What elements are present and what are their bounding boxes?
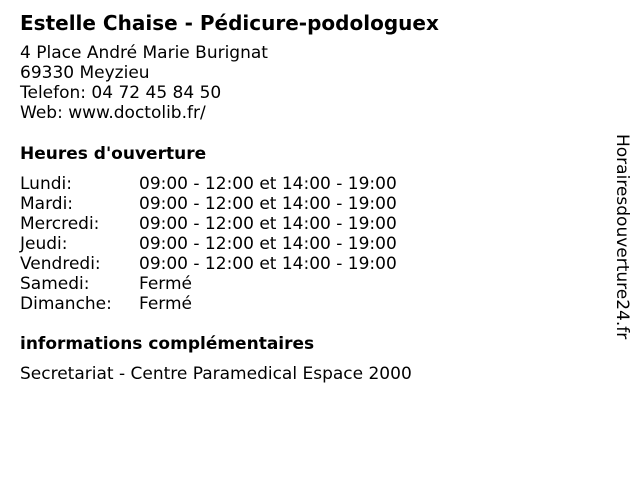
city-postal: 69330 Meyzieu	[20, 63, 150, 83]
additional-info-text: Secretariat - Centre Paramedical Espace 2000	[20, 364, 412, 384]
hours-value: Fermé	[139, 294, 193, 314]
day-label: Mercredi:	[20, 214, 100, 234]
hours-value: 09:00 - 12:00 et 14:00 - 19:00	[139, 174, 397, 194]
day-label: Lundi:	[20, 174, 72, 194]
hours-value: 09:00 - 12:00 et 14:00 - 19:00	[139, 234, 397, 254]
day-label: Dimanche:	[20, 294, 112, 314]
website: Web: www.doctolib.fr/	[20, 103, 206, 123]
day-label: Samedi:	[20, 274, 90, 294]
day-label: Vendredi:	[20, 254, 101, 274]
hours-value: 09:00 - 12:00 et 14:00 - 19:00	[139, 214, 397, 234]
day-label: Jeudi:	[20, 234, 68, 254]
street-address: 4 Place André Marie Burignat	[20, 43, 268, 63]
day-label: Mardi:	[20, 194, 74, 214]
address-block	[20, 43, 268, 123]
phone-number: Telefon: 04 72 45 84 50	[20, 83, 222, 103]
opening-hours-heading: Heures d'ouverture	[20, 144, 207, 164]
additional-info-heading: informations complémentaires	[20, 334, 315, 354]
hours-value: Fermé	[139, 274, 193, 294]
site-watermark: Horairesdouverture24.fr	[612, 134, 632, 340]
page-title: Estelle Chaise - Pédicure-podologuex	[20, 11, 439, 35]
hours-value: 09:00 - 12:00 et 14:00 - 19:00	[139, 254, 397, 274]
hours-value: 09:00 - 12:00 et 14:00 - 19:00	[139, 194, 397, 214]
